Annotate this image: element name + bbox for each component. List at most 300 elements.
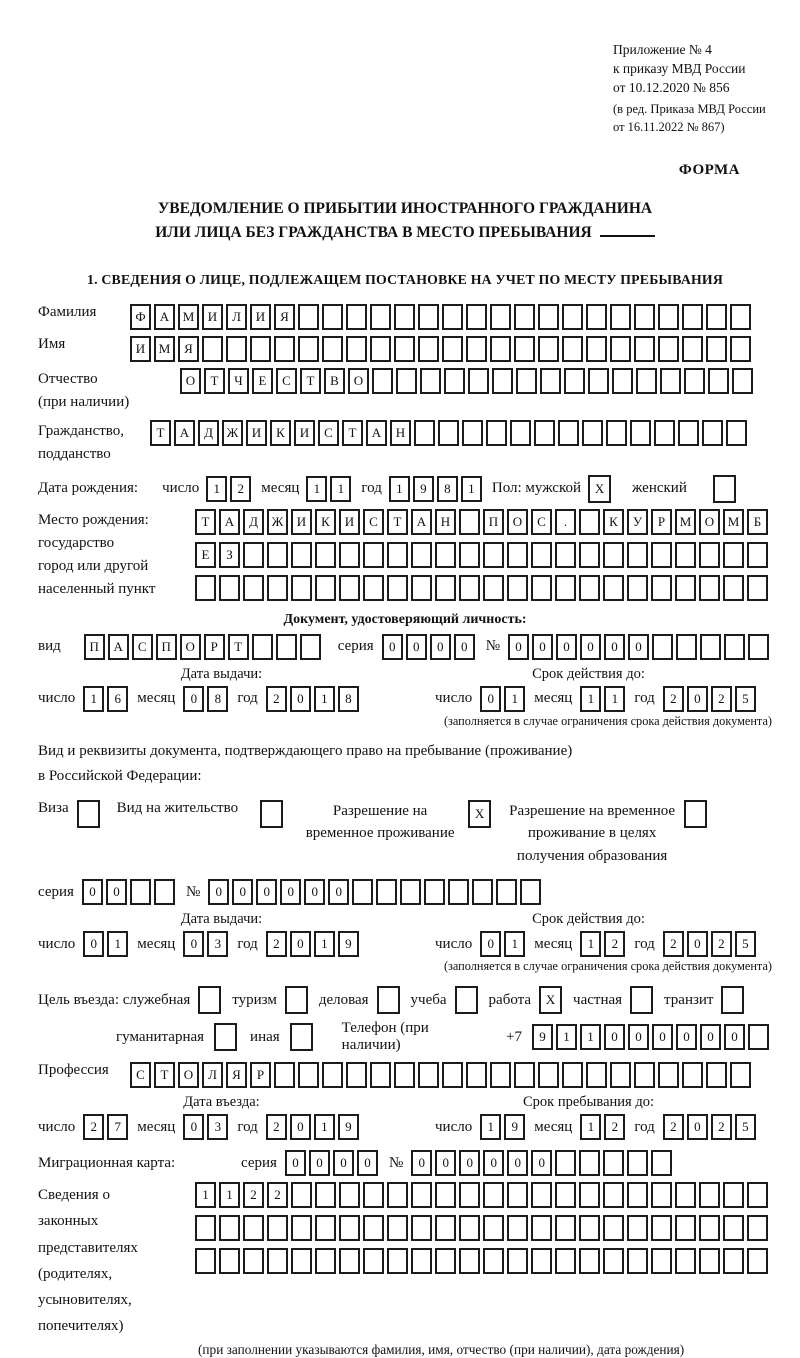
char-cell — [558, 420, 579, 446]
expiry-year-cells — [663, 686, 759, 712]
year-label: год — [237, 1118, 258, 1135]
char-cell — [706, 304, 727, 330]
char-cell — [455, 986, 478, 1014]
residence-expiry-month-cells — [580, 931, 628, 957]
char-cell — [274, 336, 295, 362]
char-cell — [483, 1215, 504, 1241]
char-cell — [418, 1062, 439, 1088]
char-cell — [291, 575, 312, 601]
char-cell: И — [250, 304, 271, 330]
char-cell — [562, 336, 583, 362]
char-cell — [414, 420, 435, 446]
char-cell: 7 — [107, 1114, 128, 1140]
option-residence-permit-label: Вид на жительство — [116, 799, 239, 816]
char-cell — [507, 575, 528, 601]
char-cell: 0 — [183, 686, 204, 712]
char-cell: 0 — [604, 1024, 625, 1050]
citizenship-label: Гражданство, подданство — [38, 423, 125, 463]
char-cell — [603, 542, 624, 568]
year-label: год — [634, 935, 655, 952]
char-cell: 1 — [83, 686, 104, 712]
phone-prefix: +7 — [506, 1028, 522, 1045]
profession-row — [38, 1062, 772, 1088]
char-cell — [724, 634, 745, 660]
representatives-note: (при заполнении указываются фамилия, имя, отчество (при наличии), дата рождения) — [198, 1341, 685, 1357]
char-cell: О — [507, 509, 528, 535]
migration-series-label: серия — [241, 1154, 277, 1171]
purpose-row — [38, 986, 772, 1014]
char-cell — [363, 1215, 384, 1241]
char-cell — [654, 420, 675, 446]
char-cell — [459, 1248, 480, 1274]
day-label: число — [38, 935, 76, 952]
option-temp-residence-education-checkbox — [684, 800, 710, 828]
option-visa-checkbox — [77, 800, 103, 828]
section1-heading: 1. СВЕДЕНИЯ О ЛИЦЕ, ПОДЛЕЖАЩЕМ ПОСТАНОВКЕ НА УЧЕТ ПО МЕСТУ ПРЕБЫВАНИЯ — [86, 271, 724, 287]
stay-year-cells — [663, 1114, 759, 1140]
char-cell — [363, 575, 384, 601]
residence-expiry-day-cells — [480, 931, 528, 957]
char-cell — [658, 1062, 679, 1088]
expiry-day-cells — [480, 686, 528, 712]
char-cell: И — [202, 304, 223, 330]
char-cell — [274, 1062, 295, 1088]
option-residence-permit — [117, 800, 286, 828]
char-cell: К — [603, 509, 624, 535]
char-cell: 6 — [107, 686, 128, 712]
char-cell: Л — [226, 304, 247, 330]
char-cell — [606, 420, 627, 446]
char-cell — [682, 304, 703, 330]
char-cell — [651, 575, 672, 601]
char-cell — [250, 336, 271, 362]
char-cell: У — [627, 509, 648, 535]
char-cell: 9 — [532, 1024, 553, 1050]
char-cell — [252, 634, 273, 660]
purpose-private-checkbox — [630, 986, 656, 1014]
char-cell: Т — [150, 420, 171, 446]
residence-doc-number-row — [38, 879, 772, 905]
char-cell — [195, 1248, 216, 1274]
char-cell — [459, 575, 480, 601]
char-cell: 0 — [628, 1024, 649, 1050]
char-cell — [442, 304, 463, 330]
char-cell — [377, 986, 400, 1014]
char-cell — [684, 368, 705, 394]
char-cell — [603, 1150, 624, 1176]
char-cell: Д — [243, 509, 264, 535]
char-cell — [630, 420, 651, 446]
char-cell — [411, 1182, 432, 1208]
char-cell: А — [174, 420, 195, 446]
char-cell — [652, 634, 673, 660]
char-cell — [586, 336, 607, 362]
purpose-transit-checkbox — [721, 986, 747, 1014]
representatives-block — [38, 1182, 772, 1340]
char-cell — [730, 304, 751, 330]
char-cell — [435, 542, 456, 568]
char-cell — [394, 336, 415, 362]
surname-label: Фамилия — [38, 303, 97, 320]
char-cell: П — [483, 509, 504, 535]
char-cell — [483, 1182, 504, 1208]
char-cell: О — [348, 368, 369, 394]
char-cell — [394, 1062, 415, 1088]
char-cell: Ж — [267, 509, 288, 535]
firstname-label: Имя — [38, 335, 66, 352]
char-cell — [627, 1215, 648, 1241]
sex-female-label: женский — [632, 480, 687, 496]
char-cell — [684, 800, 707, 828]
char-cell — [298, 336, 319, 362]
day-label: число — [435, 1118, 473, 1135]
char-cell — [658, 304, 679, 330]
char-cell — [747, 1182, 768, 1208]
char-cell: 0 — [687, 931, 708, 957]
char-cell: 1 — [580, 1024, 601, 1050]
char-cell — [627, 542, 648, 568]
residence-number-label: № — [185, 883, 201, 900]
char-cell: 0 — [435, 1150, 456, 1176]
char-cell — [682, 1062, 703, 1088]
char-cell: 1 — [556, 1024, 577, 1050]
birthplace-label: Место рождения: государство город или другой населенный пункт — [38, 511, 156, 598]
char-cell: А — [411, 509, 432, 535]
char-cell: А — [154, 304, 175, 330]
char-cell: 0 — [430, 634, 451, 660]
char-cell: 0 — [531, 1150, 552, 1176]
char-cell — [507, 542, 528, 568]
char-cell: К — [270, 420, 291, 446]
stay-until-col — [405, 1094, 772, 1140]
purpose-business-checkbox — [377, 986, 403, 1014]
issue-heading: Дата выдачи: — [180, 665, 263, 682]
char-cell: Т — [387, 509, 408, 535]
char-cell — [538, 336, 559, 362]
char-cell — [747, 542, 768, 568]
char-cell: 0 — [183, 1114, 204, 1140]
purpose-tourism-checkbox — [285, 986, 311, 1014]
char-cell — [579, 1248, 600, 1274]
char-cell — [706, 336, 727, 362]
month-label: месяц — [534, 690, 573, 706]
option-temp-residence — [300, 800, 494, 845]
char-cell: 0 — [183, 931, 204, 957]
char-cell: X — [539, 986, 562, 1014]
char-cell: 0 — [406, 634, 427, 660]
char-cell — [675, 1182, 696, 1208]
purpose-study-label: учеба — [410, 991, 447, 1008]
char-cell — [387, 1215, 408, 1241]
char-cell — [243, 1215, 264, 1241]
char-cell — [678, 420, 699, 446]
char-cell: О — [699, 509, 720, 535]
char-cell — [411, 575, 432, 601]
char-cell — [651, 1248, 672, 1274]
char-cell — [442, 336, 463, 362]
char-cell: 0 — [652, 1024, 673, 1050]
entry-dates-row — [38, 1094, 772, 1140]
char-cell — [675, 542, 696, 568]
char-cell — [538, 304, 559, 330]
char-cell — [394, 304, 415, 330]
char-cell — [514, 1062, 535, 1088]
residence-issue-year-cells — [266, 931, 362, 957]
char-cell — [610, 1062, 631, 1088]
char-cell — [448, 879, 469, 905]
char-cell: 1 — [107, 931, 128, 957]
char-cell — [418, 304, 439, 330]
identity-issue-col — [38, 666, 405, 712]
char-cell: 0 — [333, 1150, 354, 1176]
char-cell: 2 — [604, 1114, 625, 1140]
char-cell — [219, 575, 240, 601]
char-cell — [322, 304, 343, 330]
identity-expiry-col — [405, 666, 772, 712]
migration-number-cells — [411, 1150, 675, 1176]
char-cell: И — [294, 420, 315, 446]
issue-month-cells — [183, 686, 231, 712]
migration-series-cells — [285, 1150, 381, 1176]
month-label: месяц — [534, 1118, 573, 1135]
birthdate-day-cells — [206, 476, 254, 502]
char-cell — [462, 420, 483, 446]
phone-label: Телефон (при наличии) — [341, 1020, 429, 1053]
char-cell — [243, 575, 264, 601]
char-cell — [291, 1182, 312, 1208]
birthplace-cells-row2 — [195, 542, 771, 568]
char-cell — [675, 1248, 696, 1274]
char-cell: 0 — [724, 1024, 745, 1050]
char-cell — [411, 542, 432, 568]
migration-number-label: № — [388, 1154, 404, 1171]
char-cell — [267, 542, 288, 568]
char-cell — [732, 368, 753, 394]
residence-doc-intro — [38, 739, 772, 790]
char-cell: 0 — [580, 634, 601, 660]
char-cell — [490, 304, 511, 330]
surname-cells — [130, 304, 754, 330]
char-cell: 3 — [207, 1114, 228, 1140]
sex-female-checkbox — [713, 475, 739, 503]
char-cell: 2 — [266, 686, 287, 712]
char-cell — [603, 1215, 624, 1241]
char-cell — [627, 575, 648, 601]
char-cell — [219, 1248, 240, 1274]
char-cell — [291, 542, 312, 568]
char-cell: 8 — [437, 476, 458, 502]
char-cell — [411, 1215, 432, 1241]
purpose-row2 — [116, 1020, 772, 1054]
char-cell: К — [315, 509, 336, 535]
char-cell — [298, 304, 319, 330]
char-cell: 2 — [604, 931, 625, 957]
char-cell — [339, 542, 360, 568]
char-cell — [322, 1062, 343, 1088]
purpose-label: Цель въезда: служебная — [38, 991, 191, 1008]
char-cell — [555, 1248, 576, 1274]
char-cell — [634, 1062, 655, 1088]
revision-line: (в ред. Приказа МВД России — [613, 102, 766, 117]
char-cell — [195, 1215, 216, 1241]
sex-male-label: Пол: мужской — [491, 480, 582, 496]
char-cell — [130, 879, 151, 905]
residence-intro-line2: в Российской Федерации: — [38, 768, 202, 784]
char-cell: 8 — [338, 686, 359, 712]
char-cell: 0 — [304, 879, 325, 905]
char-cell — [370, 336, 391, 362]
char-cell: 0 — [454, 634, 475, 660]
char-cell — [507, 1248, 528, 1274]
char-cell — [466, 336, 487, 362]
patronymic-row — [38, 368, 772, 415]
char-cell: 1 — [219, 1182, 240, 1208]
char-cell — [603, 1248, 624, 1274]
char-cell — [226, 336, 247, 362]
profession-cells — [130, 1062, 754, 1088]
char-cell: Р — [651, 509, 672, 535]
char-cell — [555, 542, 576, 568]
char-cell — [387, 1182, 408, 1208]
char-cell — [651, 1150, 672, 1176]
purpose-study-checkbox — [455, 986, 481, 1014]
char-cell — [466, 1062, 487, 1088]
char-cell: О — [180, 634, 201, 660]
char-cell: С — [276, 368, 297, 394]
purpose-tourism-label: туризм — [232, 991, 277, 1008]
char-cell: М — [178, 304, 199, 330]
char-cell: Я — [178, 336, 199, 362]
purpose-private-label: частная — [573, 991, 623, 1008]
title-underline-blank — [600, 221, 655, 237]
char-cell: 2 — [663, 1114, 684, 1140]
char-cell: П — [84, 634, 105, 660]
char-cell — [603, 1182, 624, 1208]
appendix-line: от 10.12.2020 № 856 — [613, 80, 730, 96]
char-cell — [682, 336, 703, 362]
char-cell — [444, 368, 465, 394]
char-cell — [290, 1023, 313, 1051]
char-cell: 0 — [290, 686, 311, 712]
char-cell: С — [130, 1062, 151, 1088]
char-cell — [420, 368, 441, 394]
char-cell: 5 — [735, 1114, 756, 1140]
representatives-cells-row1 — [195, 1182, 771, 1208]
identity-doc-heading: Документ, удостоверяющий личность: — [283, 611, 527, 627]
option-temp-residence-checkbox — [468, 800, 494, 828]
char-cell — [531, 1215, 552, 1241]
char-cell — [370, 304, 391, 330]
char-cell — [490, 1062, 511, 1088]
char-cell: 0 — [256, 879, 277, 905]
char-cell — [748, 634, 769, 660]
char-cell: X — [468, 800, 491, 828]
char-cell: 1 — [580, 931, 601, 957]
firstname-cells — [130, 336, 754, 362]
char-cell — [315, 1182, 336, 1208]
char-cell: 2 — [266, 931, 287, 957]
char-cell — [315, 1215, 336, 1241]
char-cell — [483, 542, 504, 568]
char-cell: Р — [250, 1062, 271, 1088]
char-cell — [346, 1062, 367, 1088]
char-cell — [267, 575, 288, 601]
purpose-work-label: работа — [488, 991, 532, 1008]
representatives-cells-block — [195, 1182, 771, 1340]
char-cell — [435, 1182, 456, 1208]
char-cell: 1 — [604, 686, 625, 712]
form-title — [38, 197, 772, 245]
char-cell — [400, 879, 421, 905]
char-cell — [651, 1182, 672, 1208]
char-cell — [562, 304, 583, 330]
char-cell — [219, 1215, 240, 1241]
doc-series-cells — [382, 634, 478, 660]
residence-number-cells — [208, 879, 544, 905]
char-cell — [630, 986, 653, 1014]
char-cell — [612, 368, 633, 394]
char-cell: 2 — [711, 686, 732, 712]
char-cell — [363, 542, 384, 568]
char-cell: 0 — [82, 879, 103, 905]
char-cell: С — [132, 634, 153, 660]
char-cell — [723, 542, 744, 568]
char-cell: 1 — [480, 1114, 501, 1140]
char-cell — [555, 1150, 576, 1176]
char-cell: 9 — [413, 476, 434, 502]
purpose-business-label: деловая — [318, 991, 369, 1008]
char-cell: Д — [198, 420, 219, 446]
char-cell — [708, 368, 729, 394]
identity-doc-row — [38, 634, 772, 660]
issue-day-cells — [83, 686, 131, 712]
char-cell — [555, 575, 576, 601]
char-cell: 1 — [330, 476, 351, 502]
form-title-line2: ИЛИ ЛИЦА БЕЗ ГРАЖДАНСТВА В МЕСТО ПРЕБЫВАНИЯ — [38, 221, 772, 245]
stay-day-cells — [480, 1114, 528, 1140]
char-cell — [346, 304, 367, 330]
char-cell — [531, 575, 552, 601]
patronymic-label: Отчество (при наличии) — [38, 370, 130, 410]
char-cell — [396, 368, 417, 394]
char-cell: С — [363, 509, 384, 535]
char-cell — [507, 1182, 528, 1208]
char-cell: 0 — [700, 1024, 721, 1050]
char-cell — [586, 1062, 607, 1088]
birthplace-row — [38, 509, 772, 602]
char-cell — [588, 368, 609, 394]
expiry-heading: Срок действия до: — [532, 911, 645, 927]
char-cell: 5 — [735, 931, 756, 957]
entry-month-cells — [183, 1114, 231, 1140]
issue-heading: Дата выдачи: — [180, 911, 263, 927]
char-cell: Л — [202, 1062, 223, 1088]
char-cell: 0 — [604, 634, 625, 660]
firstname-row — [38, 336, 772, 362]
char-cell: 2 — [243, 1182, 264, 1208]
char-cell — [534, 420, 555, 446]
char-cell — [435, 575, 456, 601]
purpose-humanitarian-label: гуманитарная — [116, 1028, 205, 1045]
char-cell — [346, 336, 367, 362]
char-cell: 0 — [480, 931, 501, 957]
migration-card-label: Миграционная карта: — [38, 1154, 176, 1171]
char-cell: В — [324, 368, 345, 394]
birthdate-month-cells — [306, 476, 354, 502]
month-label: месяц — [137, 935, 176, 952]
char-cell — [291, 1215, 312, 1241]
citizenship-cells — [150, 420, 750, 446]
